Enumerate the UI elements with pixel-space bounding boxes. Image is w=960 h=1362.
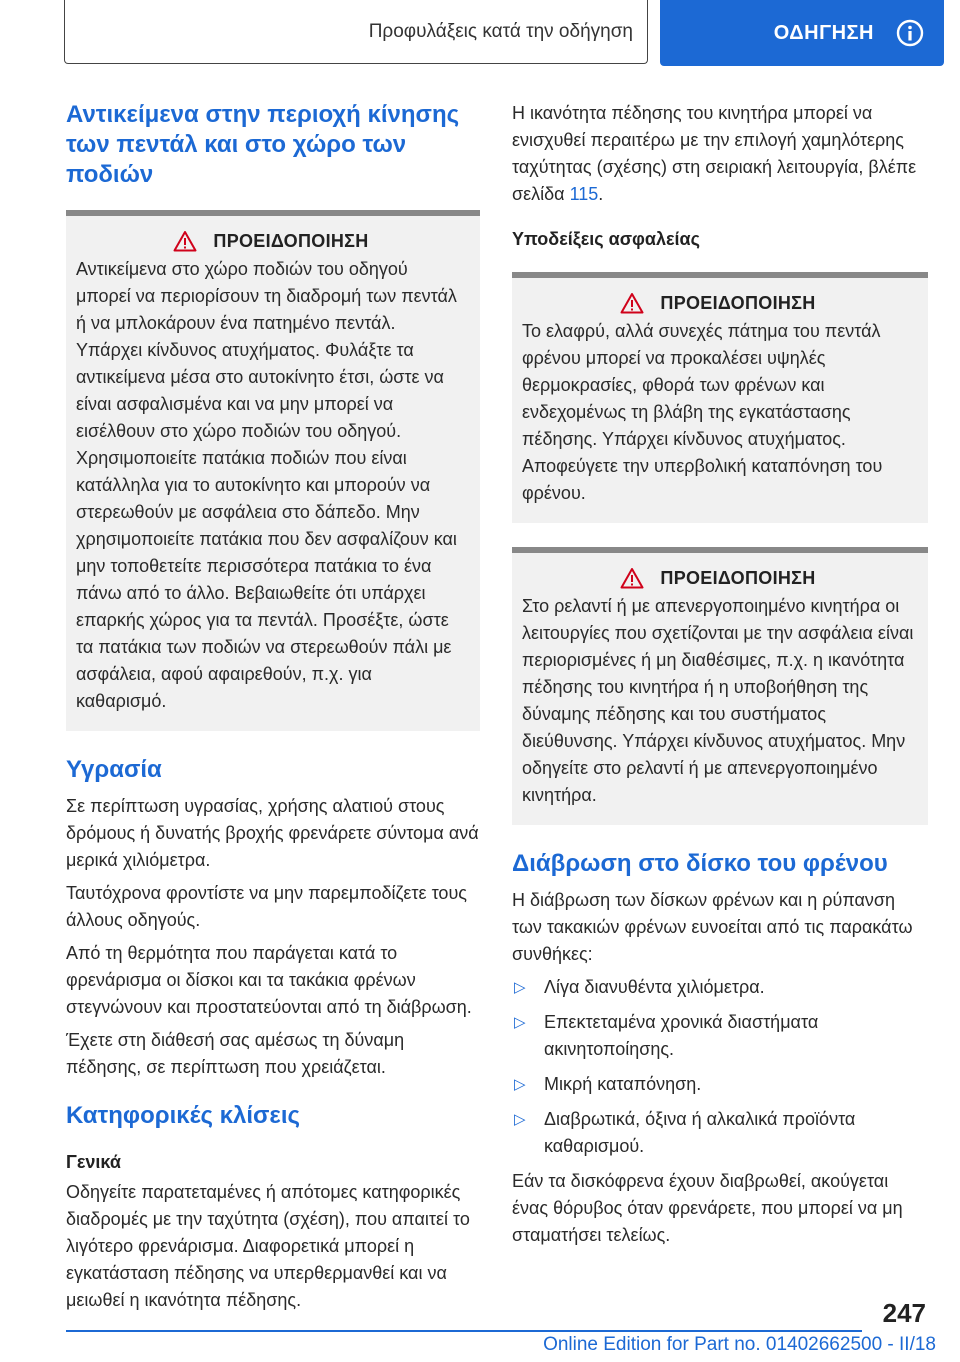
paragraph-text: Η ικανότητα πέδησης του κινητήρα μπορεί να ενισχυθεί περαιτέρω με την επιλογή χαμηλότερης ταχύτητας (σχέσης) στη σειριακή λειτουργία, βλέπε σελίδα [512,103,917,204]
triangle-bullet-icon: ▷ [514,1111,526,1128]
paragraph: Οδηγείτε παρατεταμένες ή απότομες κατηφορικές διαδρομές με την ταχύτητα (σχέση), που απαιτεί το λιγότερο φρενάρισμα. Διαφορετικά μπορεί η εγκατάσταση πέδησης να υπερθερμανθεί και να μειωθεί η ικανότητα πέδησης. [66,1182,470,1310]
info-icon [896,19,924,47]
heading-pedal-objects: Αντικείμενα στην περιοχή κίνησης των πεντάλ και στο χώρο των ποδιών [66,101,460,188]
list-item [512,1106,928,1160]
conditions-list [512,974,928,1160]
subheading-general: Γενικά [66,1152,121,1172]
warning-triangle-icon [620,567,644,589]
page-link-115[interactable]: 115 [569,184,599,204]
warning-header [522,292,914,314]
warning-title: ΠΡΟΕΙΔΟΠΟΙΗΣΗ [213,230,369,251]
paragraph: Η διάβρωση των δίσκων φρένων και η ρύπανση των τακακιών φρένων ευνοείται από τις παρακάτω συνθήκες: [512,890,913,964]
heading-downhill: Κατηφορικές κλίσεις [66,1102,300,1129]
list-item [512,1009,928,1063]
triangle-bullet-icon: ▷ [514,1076,526,1093]
heading-humidity: Υγρασία [66,756,162,783]
list-item-text: Επεκτεταμένα χρονικά διαστήματα ακινητοποίησης. [544,1012,819,1059]
warning-text: Το ελαφρύ, αλλά συνεχές πάτημα του πεντάλ φρένου μπορεί να προκαλέσει υψηλές θερμοκρασίες, φθορά των φρένων και ενδεχομένως τη βλάβη της εγκατάστασης πέδησης. Υπάρχει κίνδυνος ατυχήματος. Αποφεύγετε την υπερβολική καταπόνηση του φρένου. [522,321,883,503]
paragraph-engine-braking [512,100,928,208]
section-tab[interactable] [660,0,944,66]
warning-triangle-icon [173,230,197,252]
triangle-bullet-icon: ▷ [514,1014,526,1031]
paragraph: Ταυτόχρονα φροντίστε να μην παρεμποδίζετε τους άλλους οδηγούς. [66,883,467,930]
list-item-text: Μικρή καταπόνηση. [544,1074,702,1094]
paragraph: Σε περίπτωση υγρασίας, χρήσης αλατιού στους δρόμους ή δυνατής βροχής φρενάρετε σύντομα ανά μερικά χιλιόμετρα. [66,796,479,870]
footer-divider [66,1330,862,1332]
warning-box-pedals [66,210,480,731]
list-item [512,1071,928,1098]
chapter-title: Προφυλάξεις κατά την οδήγηση [368,20,633,42]
warning-triangle-icon [620,292,644,314]
warning-title: ΠΡΟΕΙΔΟΠΟΙΗΣΗ [660,292,816,313]
list-item-text: Διαβρωτικά, όξινα ή αλκαλικά προϊόντα καθαρισμού. [544,1109,856,1156]
warning-text: Στο ρελαντί ή με απενεργοποιημένο κινητήρα οι λειτουργίες που σχετίζονται με την ασφάλεια είναι περιορισμένες ή μη διαθέσιμες, π.χ. η ικανότητα πέδησης του κινητήρα ή η υποβοήθηση της δύναμης πέδησης και του συστήματος διεύθυνσης. Υπάρχει κίνδυνος ατυχήματος. Μην οδηγείτε στο ρελαντί ή με απενεργοποιημένο κινητήρα. [522,596,914,805]
paragraph: Εάν τα δισκόφρενα έχουν διαβρωθεί, ακούγεται ένας θόρυβος όταν φρενάρετε, που μπορεί να μη σταματήσει τελείως. [512,1171,903,1245]
edition-note: Online Edition for Part no. 01402662500 - II/18 [543,1334,936,1355]
paragraph: Από τη θερμότητα που παράγεται κατά το φρενάρισμα οι δίσκοι και τα τακάκια φρένων στεγνώνουν και προστατεύονται από τη διάβρωση. [66,943,472,1017]
warning-text: Αντικείμενα στο χώρο ποδιών του οδηγού μπορεί να περιορίσουν τη διαδρομή των πεντάλ ή να μπλοκάρουν ένα πατημένο πεντάλ. Υπάρχει κίνδυνος ατυχήματος. Φυλάξτε τα αντικείμενα μέσα στο αυτοκίνητο έτσι, ώστε να είναι ασφαλισμένα και να μην μπορεί να εισέλθουν στο χώρο ποδιών του οδηγού. Χρησιμοποιείτε πατάκια ποδιών που είναι κατάλληλα για το αυτοκίνητο και μπορούν να στερεωθούν με ασφάλεια στο δάπεδο. Μην χρησιμοποιείτε πατάκια που δεν ασφαλίζουν και μην τοποθετείτε περισσότερα πατάκια το ένα πάνω από το άλλο. Βεβαιωθείτε ότι υπάρχει επαρκής χώρος για τα πεντάλ. Προσέξτε, ώστε τα πατάκια των ποδιών να στερεωθούν πάλι με ασφάλεια, αφού αφαιρεθούν, π.χ. για καθαρισμό. [76,259,457,711]
warning-box-brake-wear [512,272,928,523]
warning-header [76,230,466,252]
left-column [66,100,480,1320]
page-number: 247 [882,1298,926,1328]
right-column [512,100,928,1255]
list-item-text: Λίγα διανυθέντα χιλιόμετρα. [544,977,765,997]
chapter-header [64,0,648,64]
paragraph-text: . [598,184,604,204]
paragraph: Έχετε στη διάθεσή σας αμέσως τη δύναμη πέδησης, σε περίπτωση που χρειάζεται. [66,1030,405,1077]
warning-header [522,567,914,589]
heading-disc-corrosion: Διάβρωση στο δίσκο του φρένου [512,850,888,877]
subheading-safety-notes: Υποδείξεις ασφαλείας [512,229,700,249]
section-title: ΟΔΗΓΗΣΗ [773,21,874,44]
warning-title: ΠΡΟΕΙΔΟΠΟΙΗΣΗ [660,567,816,588]
warning-box-idle [512,547,928,825]
list-item [512,974,928,1001]
triangle-bullet-icon: ▷ [514,979,526,996]
